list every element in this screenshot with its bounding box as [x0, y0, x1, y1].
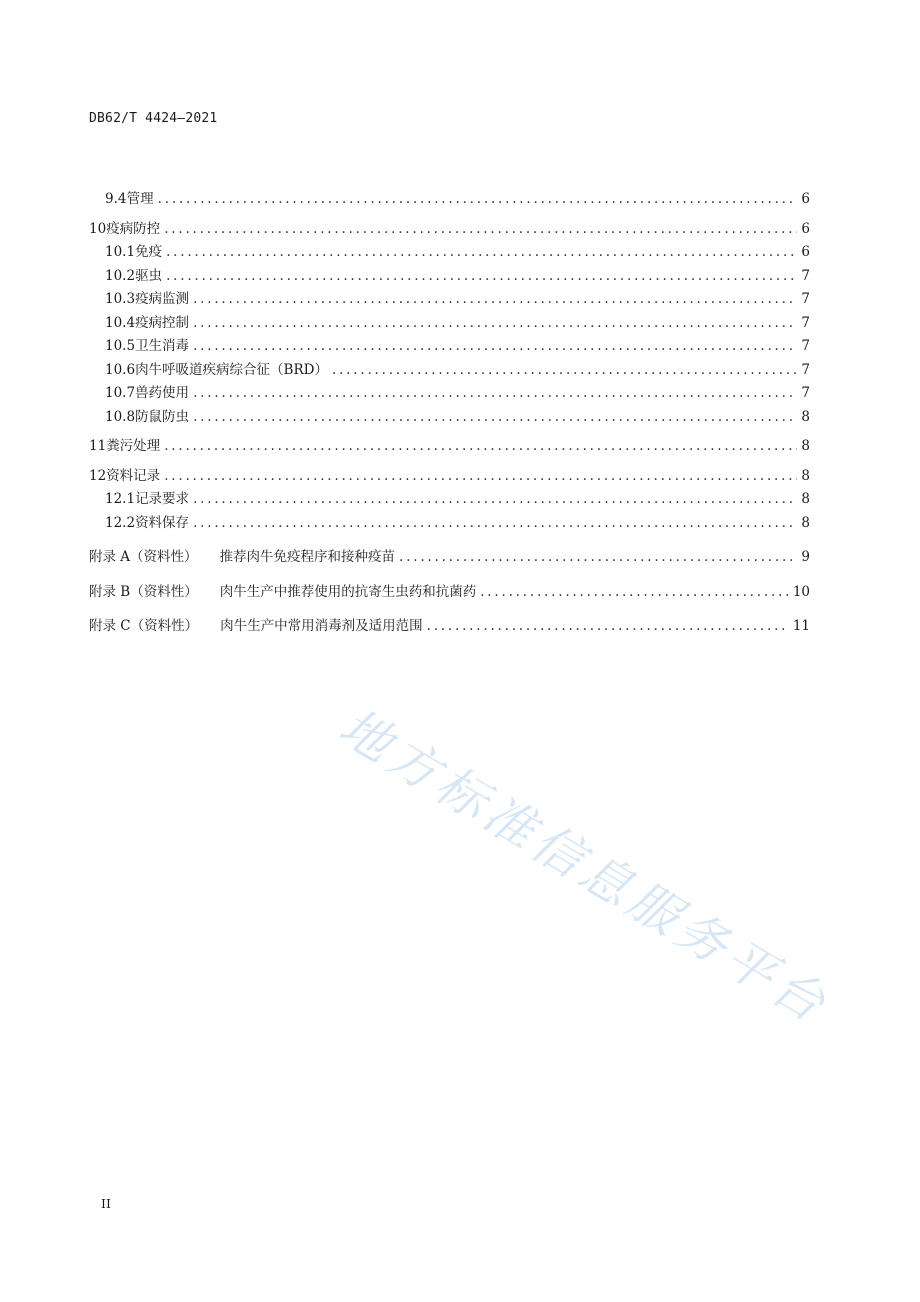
toc-entry-appendix[interactable] [89, 546, 810, 570]
toc-entry-title: 疫病监测 [135, 291, 190, 307]
toc-entry-number: 12.1 [105, 491, 136, 507]
toc-dot-leader [193, 488, 797, 512]
toc-entry-title: 免疫 [135, 244, 163, 260]
toc-entry-page: 7 [801, 385, 810, 401]
toc-entry-title: 资料记录 [106, 467, 161, 484]
toc-entry-page: 8 [801, 408, 810, 425]
toc-entry-page: 7 [801, 314, 810, 331]
toc-entry-page: 11 [792, 618, 810, 634]
toc-entry[interactable] [89, 288, 810, 312]
standard-code-header: DB62/T 4424—2021 [89, 111, 218, 126]
toc-dot-leader [193, 512, 797, 536]
toc-entry[interactable] [89, 406, 810, 430]
toc-entry[interactable] [89, 435, 810, 459]
toc-entry-page: 8 [801, 467, 810, 484]
watermark: 地方标准信息服务平台 [329, 697, 840, 1036]
toc-dot-leader [193, 288, 797, 312]
toc-entry-appendix[interactable] [89, 615, 810, 639]
toc-entry-appendix[interactable] [89, 581, 810, 605]
toc-entry-page: 10 [792, 583, 810, 600]
toc-entry-number: 10.3 [105, 291, 136, 307]
toc-dot-leader [166, 265, 797, 289]
toc-dot-leader [164, 465, 797, 489]
toc-entry-title: 推荐肉牛免疫程序和接种疫苗 [219, 549, 396, 565]
toc-entry-number: 11 [89, 438, 107, 454]
toc-entry[interactable] [89, 488, 810, 512]
toc-dot-leader [193, 312, 797, 336]
toc-entry-number: 10.8 [105, 408, 136, 425]
toc-entry-page: 8 [801, 514, 810, 531]
toc-entry-number: 10.1 [105, 244, 136, 260]
toc-entry[interactable] [89, 218, 810, 242]
toc-entry-number: 附录 C（资料性） [89, 618, 199, 634]
toc-entry-number: 12 [89, 467, 107, 484]
toc-dot-leader [427, 615, 789, 639]
toc-entry-title: 防鼠防虫 [135, 408, 190, 425]
toc-dot-leader [164, 435, 797, 459]
toc-entry-number: 10.7 [105, 385, 136, 401]
toc-entry-number: 附录 B（资料性） [89, 583, 198, 600]
toc-dot-leader [332, 359, 797, 383]
toc-entry-number: 10.6 [105, 361, 136, 378]
toc-entry-title: 卫生消毒 [135, 338, 190, 354]
toc-entry-title: 资料保存 [135, 514, 190, 531]
toc-entry-title: 驱虫 [135, 267, 163, 284]
toc-entry-page: 6 [801, 191, 810, 207]
toc-entry-page: 8 [801, 491, 810, 507]
toc-entry-page: 8 [801, 438, 810, 454]
toc-entry[interactable] [89, 359, 810, 383]
page-number-footer: II [101, 1196, 111, 1211]
toc-entry-page: 7 [801, 338, 810, 354]
toc-entry[interactable] [89, 465, 810, 489]
toc-entry-title: 肉牛生产中常用消毒剂及适用范围 [220, 618, 423, 634]
toc-entry-title: 疫病控制 [135, 314, 190, 331]
toc-entry[interactable] [89, 265, 810, 289]
toc-entry[interactable] [89, 241, 810, 265]
toc-entry-number: 9.4 [105, 191, 127, 207]
toc-entry-title: 肉牛呼吸道疾病综合征（BRD） [135, 361, 328, 378]
toc-entry-number: 10 [89, 220, 107, 237]
toc-entry-title: 兽药使用 [135, 385, 190, 401]
toc-entry-page: 7 [801, 291, 810, 307]
toc-dot-leader [399, 546, 797, 570]
toc-entry-title: 疫病防控 [106, 220, 161, 237]
toc-dot-leader [193, 382, 797, 406]
toc-entry[interactable] [89, 188, 810, 212]
toc-entry-title: 粪污处理 [106, 438, 161, 454]
toc-entry-title: 管理 [126, 191, 154, 207]
toc-entry-title: 肉牛生产中推荐使用的抗寄生虫药和抗菌药 [219, 583, 477, 600]
toc-entry-number: 12.2 [105, 514, 136, 531]
toc-dot-leader [193, 335, 797, 359]
toc-dot-leader [480, 581, 789, 605]
toc-entry-page: 6 [801, 244, 810, 260]
toc-entry-number: 10.5 [105, 338, 136, 354]
toc-entry-number: 10.2 [105, 267, 136, 284]
toc-entry[interactable] [89, 382, 810, 406]
toc-dot-leader [164, 218, 797, 242]
toc-entry-page: 7 [801, 267, 810, 284]
toc-entry-page: 7 [801, 361, 810, 378]
toc-entry-page: 9 [801, 549, 810, 565]
toc-dot-leader [158, 188, 798, 212]
toc-entry-number: 10.4 [105, 314, 136, 331]
table-of-contents [89, 188, 810, 639]
toc-dot-leader [193, 406, 797, 430]
toc-entry-number: 附录 A（资料性） [89, 549, 198, 565]
toc-dot-leader [166, 241, 797, 265]
toc-entry-title: 记录要求 [135, 491, 190, 507]
toc-entry-page: 6 [801, 220, 810, 237]
toc-entry[interactable] [89, 312, 810, 336]
toc-entry[interactable] [89, 512, 810, 536]
toc-entry[interactable] [89, 335, 810, 359]
